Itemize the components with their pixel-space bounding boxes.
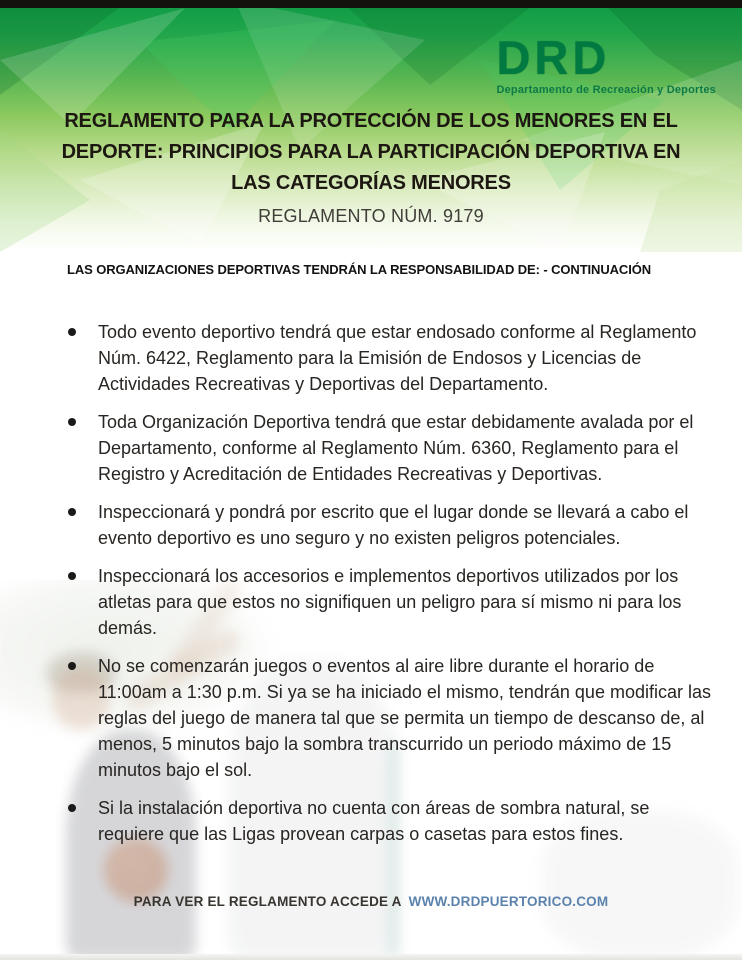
list-item-accesorios: Inspeccionará los accesorios e implementos deportivos utilizados por los atletas para que estos no signifiquen un peligro para sí mismo ni para los demás. <box>64 563 714 641</box>
document-title-line-2: DEPORTE: PRINCIPIOS PARA LA PARTICIPACIÓN DEPORTIVA EN <box>61 141 681 163</box>
list-item-lugar-seguro: Inspeccionará y pondrá por escrito que el lugar donde se llevará a cabo el evento deportivo es uno seguro y no existen peligros potenciales. <box>64 499 714 551</box>
drd-logo <box>496 31 716 96</box>
document-title-line-3: LAS CATEGORÍAS MENORES <box>231 172 511 194</box>
bottom-edge-strip <box>0 954 742 960</box>
footer-url-link[interactable]: WWW.DRDPUERTORICO.COM <box>408 894 609 909</box>
footer-text: PARA VER EL REGLAMENTO ACCEDE A <box>133 894 402 909</box>
document-title-block <box>0 106 742 227</box>
header-banner <box>0 0 742 252</box>
list-item-sombra: Si la instalación deportiva no cuenta con áreas de sombra natural, se requiere que las Ligas provean carpas o casetas para estos fines. <box>64 795 714 847</box>
drd-logo-text: DRD <box>496 31 611 84</box>
top-edge-bar <box>0 0 742 8</box>
basketball-shape <box>104 838 168 902</box>
content-area <box>0 262 742 847</box>
responsibilities-list <box>64 319 742 847</box>
list-item-endoso: Todo evento deportivo tendrá que estar endosado conforme al Reglamento Núm. 6422, Reglamento para la Emisión de Endosos y Licencias de Actividades Recreativas y Deportivas del Departamento. <box>64 319 714 397</box>
drd-logo-tagline: Departamento de Recreación y Deportes <box>496 84 716 96</box>
list-item-aval: Toda Organización Deportiva tendrá que estar debidamente avalada por el Departamento, conforme al Reglamento Núm. 6360, Reglamento para el Registro y Acreditación de Entidades Recreativas y Deportivas. <box>64 409 714 487</box>
footer <box>0 894 742 909</box>
regulation-number: REGLAMENTO NÚM. 9179 <box>258 206 484 226</box>
document-title-line-1: REGLAMENTO PARA LA PROTECCIÓN DE LOS MENORES EN EL <box>64 110 678 132</box>
section-heading: LAS ORGANIZACIONES DEPORTIVAS TENDRÁN LA RESPONSABILIDAD DE: - CONTINUACIÓN <box>67 262 652 277</box>
list-item-horario: No se comenzarán juegos o eventos al aire libre durante el horario de 11:00am a 1:30 p.m. Si ya se ha iniciado el mismo, tendrán que modificar las reglas del juego de manera tal que se permita un tiempo de descanso de, al menos, 5 minutos bajo la sombra transcurrido un periodo máximo de 15 minutos bajo el sol. <box>64 653 714 783</box>
